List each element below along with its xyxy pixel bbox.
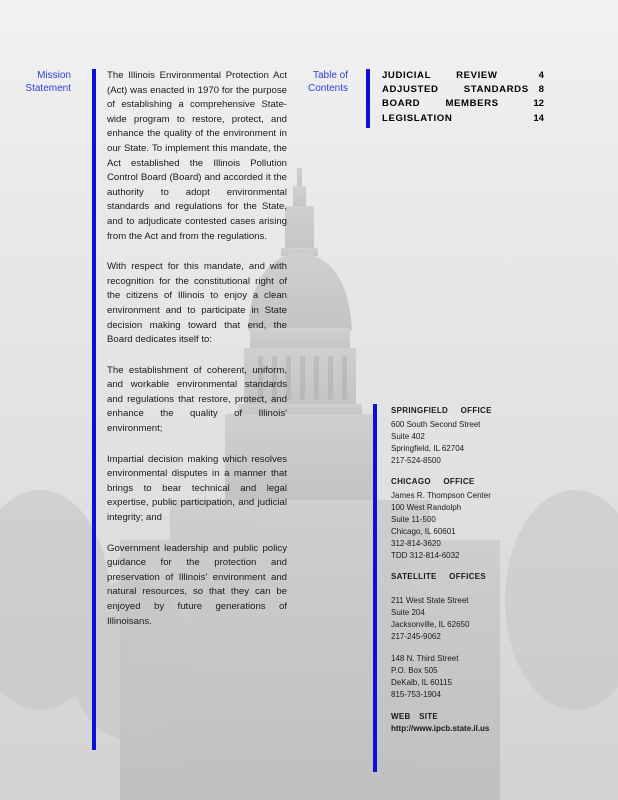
mission-accent-bar <box>92 69 96 750</box>
mission-paragraph: The establishment of coherent, uniform, and workable environmental standards and regulations that restore, protect, and enhance the quality of Illinois' environment; <box>107 364 287 435</box>
toc-entry[interactable] <box>382 69 544 83</box>
phone-number: 217-245-9062 <box>391 632 441 641</box>
phone-number: 312-814-3620 <box>391 539 441 548</box>
address-line: 211 West State Street <box>391 596 469 605</box>
table-of-contents <box>382 69 544 126</box>
office-contacts <box>391 405 503 735</box>
address-line: Chicago, IL 60601 <box>391 527 456 536</box>
satellite-offices-heading: SATELLITE OFFICES <box>391 572 486 581</box>
web-site-link[interactable]: http://www.ipcb.state.il.us <box>391 724 490 733</box>
mission-paragraph: The Illinois Environmental Protection Act (Act) was enacted in 1970 for the purpose of establishing a comprehensive State-wide program to restore, protect, and enhance the quality of the environment in our State. To implement this mandate, the Act established the Illinois Pollution Control Board (Board) and accorded it the authority to adopt environmental standards and regulations for the State, and to adjudicate contested cases arising from the Act and from the regulations. <box>107 70 287 242</box>
address-line: 148 N. Third Street <box>391 654 459 663</box>
offices-accent-bar <box>373 404 377 772</box>
mission-paragraph: Impartial decision making which resolves environmental disputes in a manner that brings to bear technical and legal expertise, public participation, and judicial integrity; and <box>107 453 287 524</box>
toc-entry-page: 12 <box>533 98 544 110</box>
toc-entry[interactable] <box>382 97 544 111</box>
toc-entry-page: 14 <box>533 112 544 124</box>
address-line: 100 West Randolph <box>391 503 462 512</box>
dekalb-office <box>391 653 503 701</box>
toc-entry-title: BOARD MEMBERS <box>382 98 499 110</box>
address-line: P.O. Box 505 <box>391 666 438 675</box>
toc-entry-page: 4 <box>538 70 544 81</box>
springfield-office-heading: SPRINGFIELD OFFICE <box>391 406 492 415</box>
chicago-office-heading: CHICAGO OFFICE <box>391 477 475 486</box>
toc-accent-bar <box>366 69 370 128</box>
mission-statement-body <box>107 69 287 645</box>
address-line: Suite 402 <box>391 432 425 441</box>
springfield-office <box>391 405 503 467</box>
address-line: DeKalb, IL 60115 <box>391 678 452 687</box>
address-line: 600 South Second Street <box>391 420 481 429</box>
web-site-heading: WEB SITE <box>391 712 439 721</box>
toc-entry-title: ADJUSTED STANDARDS <box>382 84 529 96</box>
phone-number: 217-524-8500 <box>391 456 441 465</box>
phone-number: 815-753-1904 <box>391 690 441 699</box>
chicago-office <box>391 476 503 562</box>
mission-statement-label: Mission Statement <box>25 70 71 94</box>
toc-entry[interactable] <box>382 112 544 126</box>
address-line: Suite 204 <box>391 608 425 617</box>
address-line: Suite 11-500 <box>391 515 436 524</box>
address-line: James R. Thompson Center <box>391 491 491 500</box>
mission-paragraph: With respect for this mandate, and with recognition for the constitutional right of the citizens of Illinois to enjoy a clean environment and to participate in State decision making toward that end, the Board dedicates itself to: <box>107 261 287 346</box>
toc-entry-page: 8 <box>538 84 544 96</box>
address-line: Jacksonville, IL 62650 <box>391 620 470 629</box>
toc-entry[interactable] <box>382 83 544 97</box>
toc-entry-title: LEGISLATION <box>382 112 453 124</box>
mission-paragraph: Government leadership and public policy guidance for the protection and preservation of Illinois' environment and natural resources, so that they can be enjoyed by future generations of Illinoisans. <box>107 542 287 627</box>
table-of-contents-label: Table of Contents <box>307 70 348 94</box>
tdd-number: TDD 312-814-6032 <box>391 551 460 560</box>
address-line: Springfield, IL 62704 <box>391 444 465 453</box>
toc-entry-title: JUDICIAL REVIEW <box>382 70 498 81</box>
jacksonville-office <box>391 595 503 643</box>
